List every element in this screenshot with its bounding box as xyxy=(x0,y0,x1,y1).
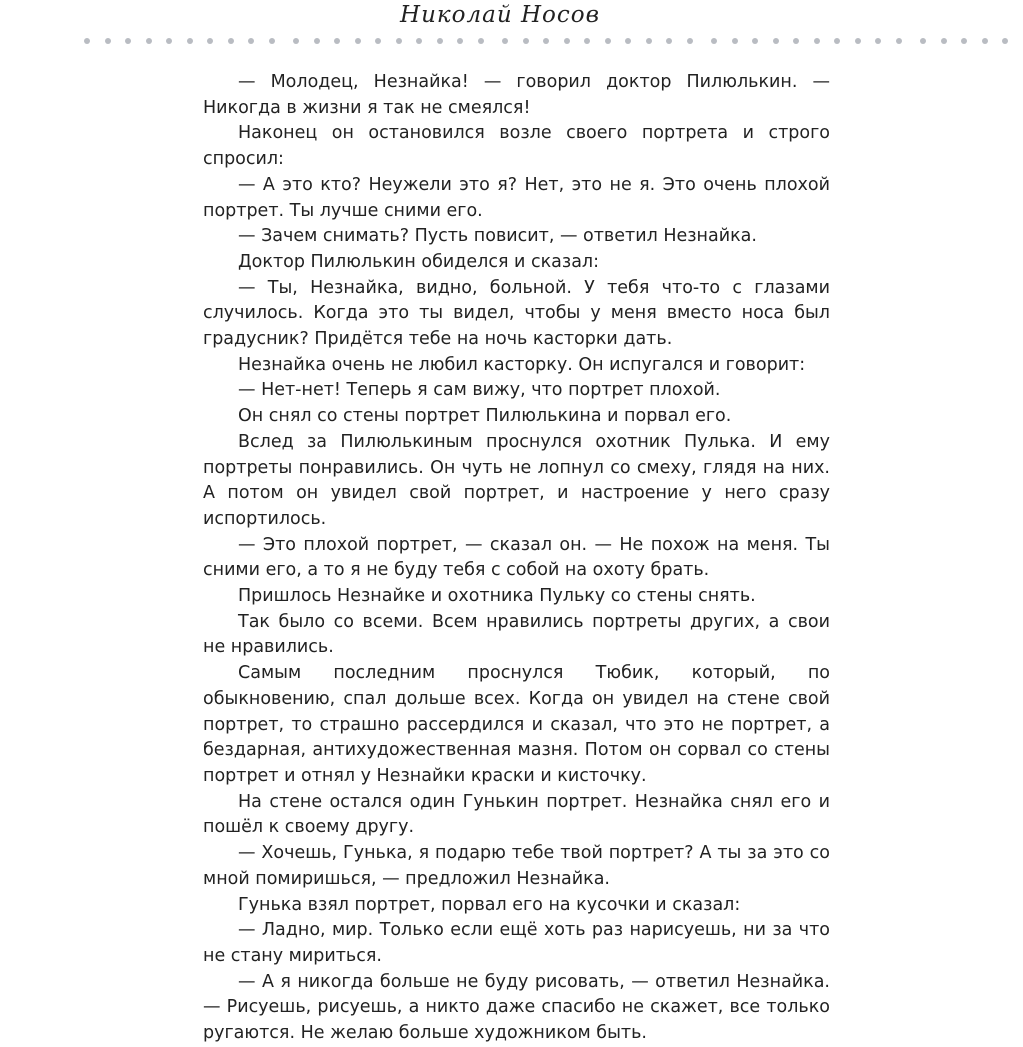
paragraph: Незнайка очень не любил касторку. Он испугался и говорит: xyxy=(238,354,806,375)
paragraph: Он снял со стены портрет Пилюлькина и порвал его. xyxy=(238,406,732,427)
paragraph: — Молодец, Незнайка! — говорил доктор Пилюлькин. — Никогда в жизни я так не смеялся! xyxy=(203,72,830,118)
paragraph: Доктор Пилюлькин обиделся и сказал: xyxy=(238,251,600,272)
paragraph: Самым последним проснулся Тюбик, который, по обыкновению, спал дольше всех. Когда он увидел на стене свой портрет, то страшно рассердился и сказал, что это не портрет, а бездарная, антихудожественная мазня. Потом он сорвал со стены портрет и отнял у Незнайки краски и кисточку. xyxy=(203,663,830,786)
paragraph: — А я никогда больше не буду рисовать, — ответил Незнайка. — Рисуешь, рисуешь, а никто даже спасибо не скажет, все только ругаются. Не желаю больше художником быть. xyxy=(203,971,830,1044)
body-text xyxy=(203,70,830,1047)
paragraph: — Ты, Незнайка, видно, больной. У тебя что-то с глазами случилось. Когда это ты видел, чтобы у меня вместо носа был градусник? Придётся тебе на ночь касторки дать. xyxy=(203,277,830,350)
paragraph: Вслед за Пилюлькиным проснулся охотник Пулька. И ему портреты понравились. Он чуть не лопнул со смеху, глядя на них. А потом он увидел свой портрет, и настроение у него сразу испортилось. xyxy=(203,431,830,529)
paragraph: — Хочешь, Гунька, я подарю тебе твой портрет? А ты за это со мной помиришься, — предложил Незнайка. xyxy=(203,843,830,889)
paragraph: — Ладно, мир. Только если ещё хоть раз нарисуешь, ни за что не стану мириться. xyxy=(203,920,830,966)
paragraph: Гунька взял портрет, порвал его на кусочки и сказал: xyxy=(238,894,741,915)
paragraph: Пришлось Незнайке и охотника Пульку со стены снять. xyxy=(238,586,756,607)
paragraph: Так было со всеми. Всем нравились портреты других, а свои не нравились. xyxy=(203,611,830,658)
paragraph: Наконец он остановился возле своего портрета и строго спросил: xyxy=(203,123,830,170)
paragraph: — Зачем снимать? Пусть повисит, — ответил Незнайка. xyxy=(238,226,757,247)
paragraph: На стене остался один Гунькин портрет. Незнайка снял его и пошёл к своему другу. xyxy=(203,791,830,838)
running-head-author: Николай Носов xyxy=(400,2,600,28)
paragraph: — А это кто? Неужели это я? Нет, это не я. Это очень плохой портрет. Ты лучше сними его. xyxy=(203,174,830,221)
paragraph: — Это плохой портрет, — сказал он. — Не похож на меня. Ты сними его, а то я не буду тебя с собой на охоту брать. xyxy=(203,534,830,581)
dotted-divider xyxy=(84,38,924,46)
paragraph: — Нет-нет! Теперь я сам вижу, что портрет плохой. xyxy=(238,380,721,401)
